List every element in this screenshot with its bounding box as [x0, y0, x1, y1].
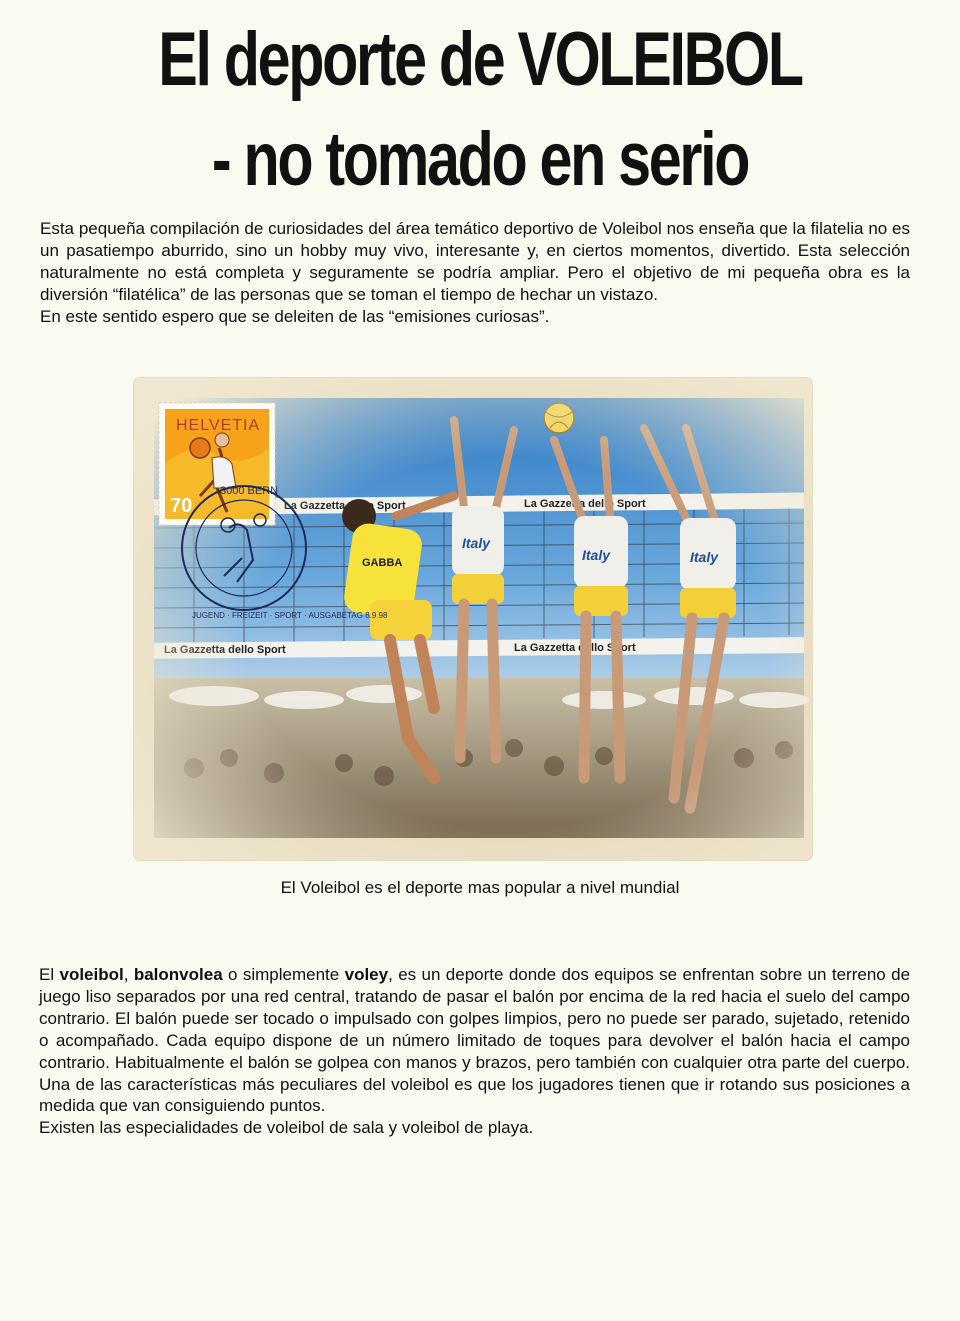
page-subtitle: - no tomado en serio — [211, 117, 749, 202]
intro-closing: En este sentido espero que se deleiten de las “emisiones curiosas”. — [40, 307, 550, 326]
term-voley: voley — [344, 965, 389, 984]
stamp-country: HELVETIA — [176, 417, 261, 434]
body-text — [39, 964, 910, 1139]
postmark-city: 3000 BERN — [220, 485, 279, 497]
postage-stamp — [159, 403, 275, 525]
maximum-card-photo — [134, 378, 812, 860]
body-lead: El — [39, 965, 60, 984]
photo-caption: El Voleibol es el deporte mas popular a nivel mundial — [280, 878, 680, 897]
page-title: El deporte de VOLEIBOL — [158, 17, 802, 102]
body-closing: Existen las especialidades de voleibol de sala y voleibol de playa. — [39, 1118, 534, 1138]
stamp-value: 70 — [170, 495, 193, 517]
body-separator-2: o simplemente — [222, 965, 345, 984]
body-separator: , — [123, 965, 134, 984]
body-paragraph — [39, 964, 910, 1117]
postmark-text: JUGEND · FREIZEIT · SPORT · AUSGABETAG 8.9.98 — [192, 611, 388, 620]
intro-paragraph: Esta pequeña compilación de curiosidades del área temático deportivo de Voleibol nos enseña que la filatelia no es un pasatiempo aburrido, sino un hobby muy vivo, interesante y, en ciertos momentos, divertido. Esta selección naturalmente no está completa y seguramente se podría ampliar. Pero el objetivo de mi pequeña obra es la diversión “filatélica” de las personas que se toman el tiempo de hechar un vistazo. — [40, 219, 910, 304]
term-balonvolea: balonvolea — [133, 965, 223, 984]
body-rest: , es un deporte donde dos equipos se enfrentan sobre un terreno de juego liso separados por una red central, tratando de pasar el balón por encima de la red hacia el suelo del campo contrario. El balón puede ser tocado o impulsado con golpes limpios, pero no puede ser parado, sujetado, retenido o acompañado. Cada equipo dispone de un número limitado de toques para devolver el balón hacia el campo contrario. Habitualmente el balón se golpea con manos y brazos, pero también con cualquier otra parte del cuerpo. Una de las características más peculiares del voleibol es que los jugadores tienen que ir rotando sus posiciones a medida que van consiguiendo puntos. — [39, 965, 911, 1116]
term-voleibol: voleibol — [59, 965, 124, 984]
intro-text — [40, 218, 910, 328]
